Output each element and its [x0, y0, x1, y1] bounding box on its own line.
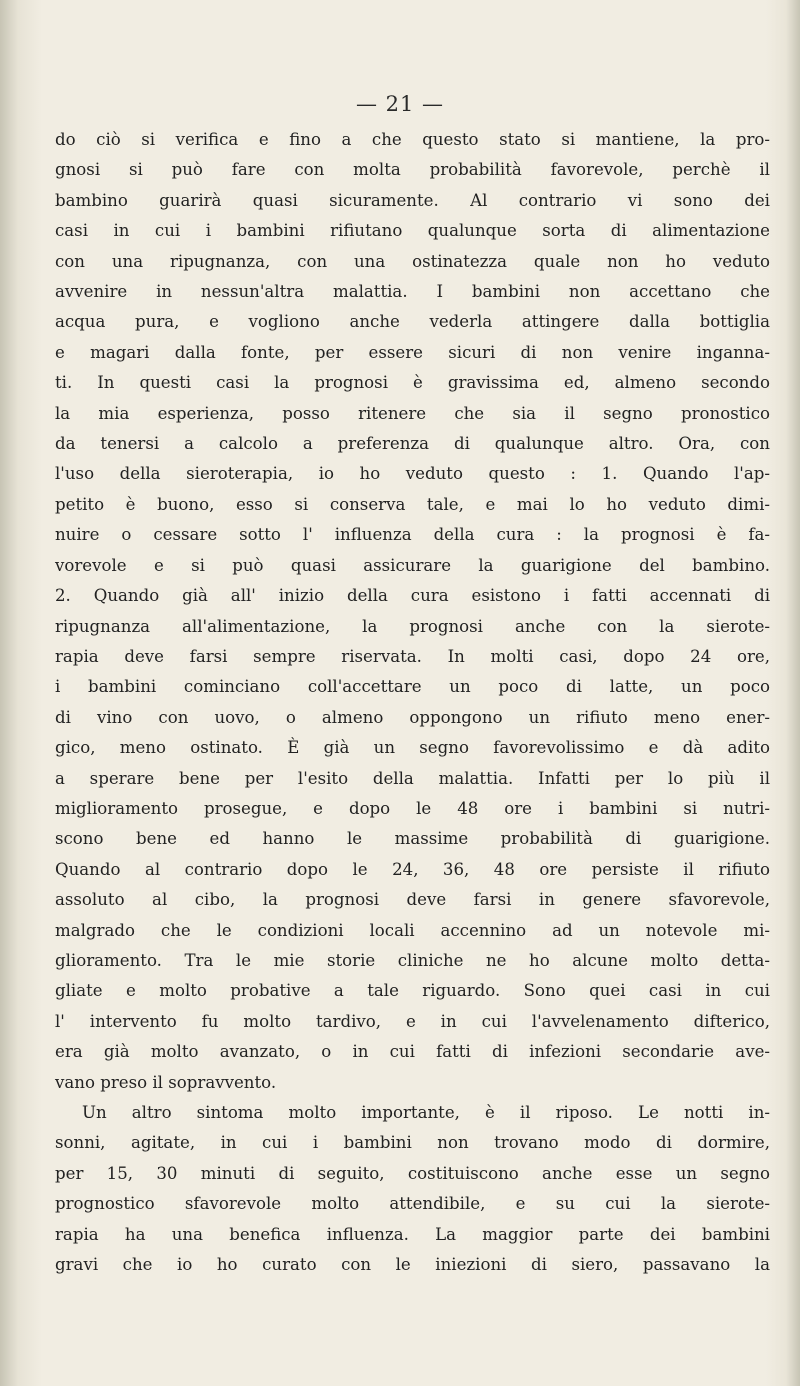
text-line: l' intervento fu molto tardivo, e in cui l'avvelenamento difterico,	[55, 1011, 770, 1031]
text-line: nuire o cessare sotto l' influenza della cura : la prognosi è fa-	[55, 525, 770, 545]
text-line: bambino guarirà quasi sicuramente. Al contrario vi sono dei	[55, 190, 770, 210]
text-line: vorevole e si può quasi assicurare la guarigione del bambino.	[55, 555, 770, 575]
text-line: Un altro sintoma molto importante, è il riposo. Le notti in-	[82, 1103, 770, 1122]
text-line: casi in cui i bambini rifiutano qualunque sorta di alimentazione	[55, 221, 770, 241]
text-line: miglioramento prosegue, e dopo le 48 ore i bambini si nutri-	[55, 798, 770, 818]
paragraph	[55, 1098, 770, 1280]
text-line: a sperare bene per l'esito della malattia. Infatti per lo più il	[55, 768, 770, 788]
text-line: i bambini cominciano coll'accettare un poco di latte, un poco	[55, 677, 770, 697]
text-line: vano preso il sopravvento.	[55, 1072, 277, 1092]
paragraph	[55, 125, 770, 1098]
text-line: gico, meno ostinato. È già un segno favorevolissimo e dà adito	[55, 738, 770, 758]
text-line: di vino con uovo, o almeno oppongono un rifiuto meno ener-	[55, 707, 770, 727]
text-line: ti. In questi casi la prognosi è gravissima ed, almeno secondo	[55, 373, 770, 393]
text-line: glioramento. Tra le mie storie cliniche ne ho alcune molto detta-	[55, 950, 770, 970]
page-number: — 21 —	[355, 92, 445, 116]
text-line: con una ripugnanza, con una ostinatezza quale non ho veduto	[55, 251, 770, 271]
text-line: avvenire in nessun'altra malattia. I bambini non accettano che	[55, 282, 770, 302]
text-line: gnosi si può fare con molta probabilità favorevole, perchè il	[55, 160, 770, 180]
text-line: sonni, agitate, in cui i bambini non trovano modo di dormire,	[55, 1133, 770, 1153]
text-line: do ciò si verifica e fino a che questo stato si mantiene, la pro-	[55, 130, 770, 149]
text-line: rapia ha una benefica influenza. La maggior parte dei bambini	[55, 1224, 770, 1244]
text-line: l'uso della sieroterapia, io ho veduto questo : 1. Quando l'ap-	[55, 464, 770, 484]
text-line: scono bene ed hanno le massime probabilità di guarigione.	[55, 829, 770, 849]
text-line: prognostico sfavorevole molto attendibile, e su cui la sierote-	[55, 1194, 770, 1214]
text-line: 2. Quando già all' inizio della cura esistono i fatti accennati di	[55, 586, 770, 606]
text-line: Quando al contrario dopo le 24, 36, 48 ore persiste il rifiuto	[55, 859, 770, 879]
text-line: gliate e molto probative a tale riguardo. Sono quei casi in cui	[55, 981, 770, 1001]
text-line: per 15, 30 minuti di seguito, costituiscono anche esse un segno	[55, 1163, 770, 1183]
text-line: petito è buono, esso si conserva tale, e mai lo ho veduto dimi-	[55, 494, 770, 514]
text-line: ripugnanza all'alimentazione, la prognosi anche con la sierote-	[55, 616, 770, 636]
text-line: da tenersi a calcolo a preferenza di qualunque altro. Ora, con	[55, 434, 770, 454]
text-line: era già molto avanzato, o in cui fatti di infezioni secondarie ave-	[55, 1042, 770, 1062]
text-line: la mia esperienza, posso ritenere che sia il segno pronostico	[55, 403, 770, 423]
text-line: acqua pura, e vogliono anche vederla attingere dalla bottiglia	[55, 312, 770, 332]
text-line: e magari dalla fonte, per essere sicuri di non venire inganna-	[55, 342, 770, 362]
text-line: gravi che io ho curato con le iniezioni di siero, passavano la	[55, 1255, 770, 1275]
text-line: malgrado che le condizioni locali accennino ad un notevole mi-	[55, 920, 770, 940]
body-text	[55, 125, 770, 1280]
text-line: rapia deve farsi sempre riservata. In molti casi, dopo 24 ore,	[55, 646, 770, 666]
text-line: assoluto al cibo, la prognosi deve farsi in genere sfavorevole,	[55, 890, 770, 910]
